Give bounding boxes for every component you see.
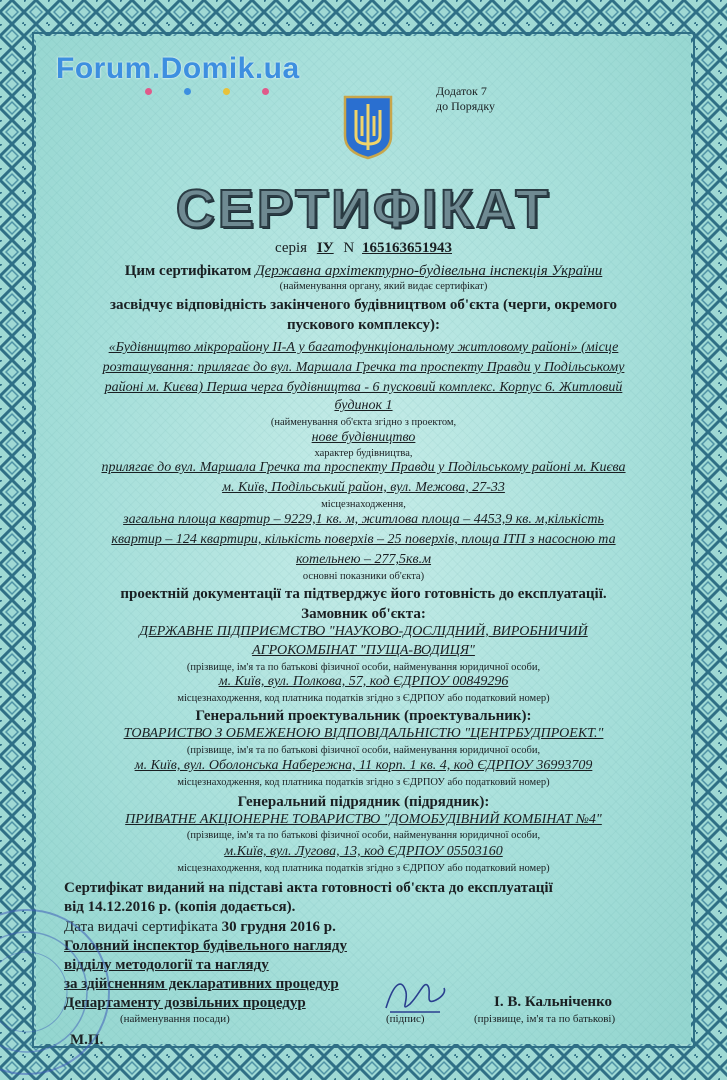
basis-line2: від 14.12.2016 р. (копія додається). [64,899,296,915]
issuer-line: Цим сертифікатом Державна архітектурно-будівельна інспекція України [124,263,603,279]
watermark-logo: Forum.Domik.ua [56,52,300,85]
watermark-dots [145,88,301,95]
indicators-caption: основні показники об'єкта) [302,571,425,582]
object-line: районі м. Києва) Перша черга будівництва - 6 пусковий комплекс. Корпус 6. Житловий [104,380,623,395]
designer-heading: Генеральний проектувальник (проектувальник): [195,708,532,724]
position-caption: (найменування посади) [120,1013,230,1025]
name-caption: (прізвище, ім'я та по батькові) [474,1013,616,1025]
certifies-line1: засвідчує відповідність закінченого будівництвом об'єкта (черги, окремого [109,297,618,313]
official-position: Департаменту дозвільних процедур [64,995,306,1011]
nature-value: нове будівництво [311,430,416,445]
coat-of-arms-icon [342,94,394,160]
object-line: розташування: прилягає до вул. Маршала Гречка та проспекту Правди у Подільському [102,360,625,375]
official-position: за здійсненням декларативних процедур [64,976,339,992]
customer-name: ДЕРЖАВНЕ ПІДПРИЄМСТВО "НАУКОВО-ДОСЛІДНИЙ, ВИРОБНИЧИЙ [139,624,588,639]
indicators-line: загальна площа квартир – 9229,1 кв. м, житлова площа – 4453,9 кв. м,кількість [123,512,604,527]
designer-name: ТОВАРИСТВО З ОБМЕЖЕНОЮ ВІДПОВІДАЛЬНІСТЮ "ЦЕНТРБУДПРОЕКТ." [123,726,604,741]
location-line: прилягає до вул. Маршала Гречка та проспекту Правди у Подільському районі м. Києва [101,460,626,475]
official-name: І. В. Кальніченко [494,994,613,1010]
official-position: Головний інспектор будівельного нагляду [64,938,348,954]
customer-name: АГРОКОМБІНАТ "ПУЩА-ВОДИЦЯ" [252,643,475,658]
signature-caption: (підпис) [386,1013,425,1025]
object-caption: (найменування об'єкта згідно з проектом, [270,417,457,428]
object-line: будинок 1 [334,398,393,413]
seal-placeholder-mp: М.П. [70,1032,104,1048]
object-line: «Будівництво мікрорайону ІІ-А у багатофункціональному житловому районі» (місце [108,340,619,355]
annex-note: Додаток 7 до Порядку [436,84,496,113]
customer-heading: Замовник об'єкта: [301,606,426,622]
conformity-line: проектній документації та підтверджує його готовність до експлуатації. [120,586,607,602]
issuer-caption: (найменування органу, який видає сертифікат) [279,281,488,292]
certifies-line2: пускового комплексу): [287,317,440,333]
designer-address: м. Київ, вул. Оболонська Набережна, 11 корп. 1 кв. 4, код ЄДРПОУ 36993709 [134,758,593,773]
designer-caption: місцезнаходження, код платника податків згідно з ЄДРПОУ або податковий номер) [177,777,550,788]
customer-caption: (прізвище, ім'я та по батькові фізичної особи, найменування юридичної особи, [186,662,541,673]
basis-line1: Сертифікат виданий на підставі акта готовності об'єкта до експлуатації [64,880,553,896]
customer-caption: місцезнаходження, код платника податків згідно з ЄДРПОУ або податковий номер) [177,693,550,704]
official-stamp [0,905,115,1080]
contractor-name: ПРИВАТНЕ АКЦІОНЕРНЕ ТОВАРИСТВО "ДОМОБУДІВНИЙ КОМБІНАТ №4" [125,812,602,827]
official-position: відділу методології та нагляду [64,957,269,973]
nature-caption: характер будівництва, [314,448,413,459]
contractor-caption: (прізвище, ім'я та по батькові фізичної особи, найменування юридичної особи, [186,830,541,841]
contractor-address: м.Київ, вул. Лугова, 13, код ЄДРПОУ 05503160 [224,844,503,859]
customer-address: м. Київ, вул. Полкова, 57, код ЄДРПОУ 00849296 [218,674,509,689]
location-caption: місцезнаходження, [321,499,406,510]
series-line: серія ІУ N 165163651943 [274,240,453,256]
indicators-line: котельнею – 277,5кв.м [295,552,432,567]
contractor-caption: місцезнаходження, код платника податків згідно з ЄДРПОУ або податковий номер) [177,863,550,874]
indicators-line: квартир – 124 квартири, кількість поверхів – 25 поверхів, площа ІТП з насосною та [111,532,616,547]
issue-date: Дата видачі сертифіката 30 грудня 2016 р. [64,919,336,935]
location-line: м. Київ, Подільський район, вул. Межова, 27-33 [222,480,505,495]
certificate-title: СЕРТИФІКАТ [175,179,552,239]
contractor-heading: Генеральний підрядник (підрядник): [237,794,490,810]
designer-caption: (прізвище, ім'я та по батькові фізичної особи, найменування юридичної особи, [186,745,541,756]
